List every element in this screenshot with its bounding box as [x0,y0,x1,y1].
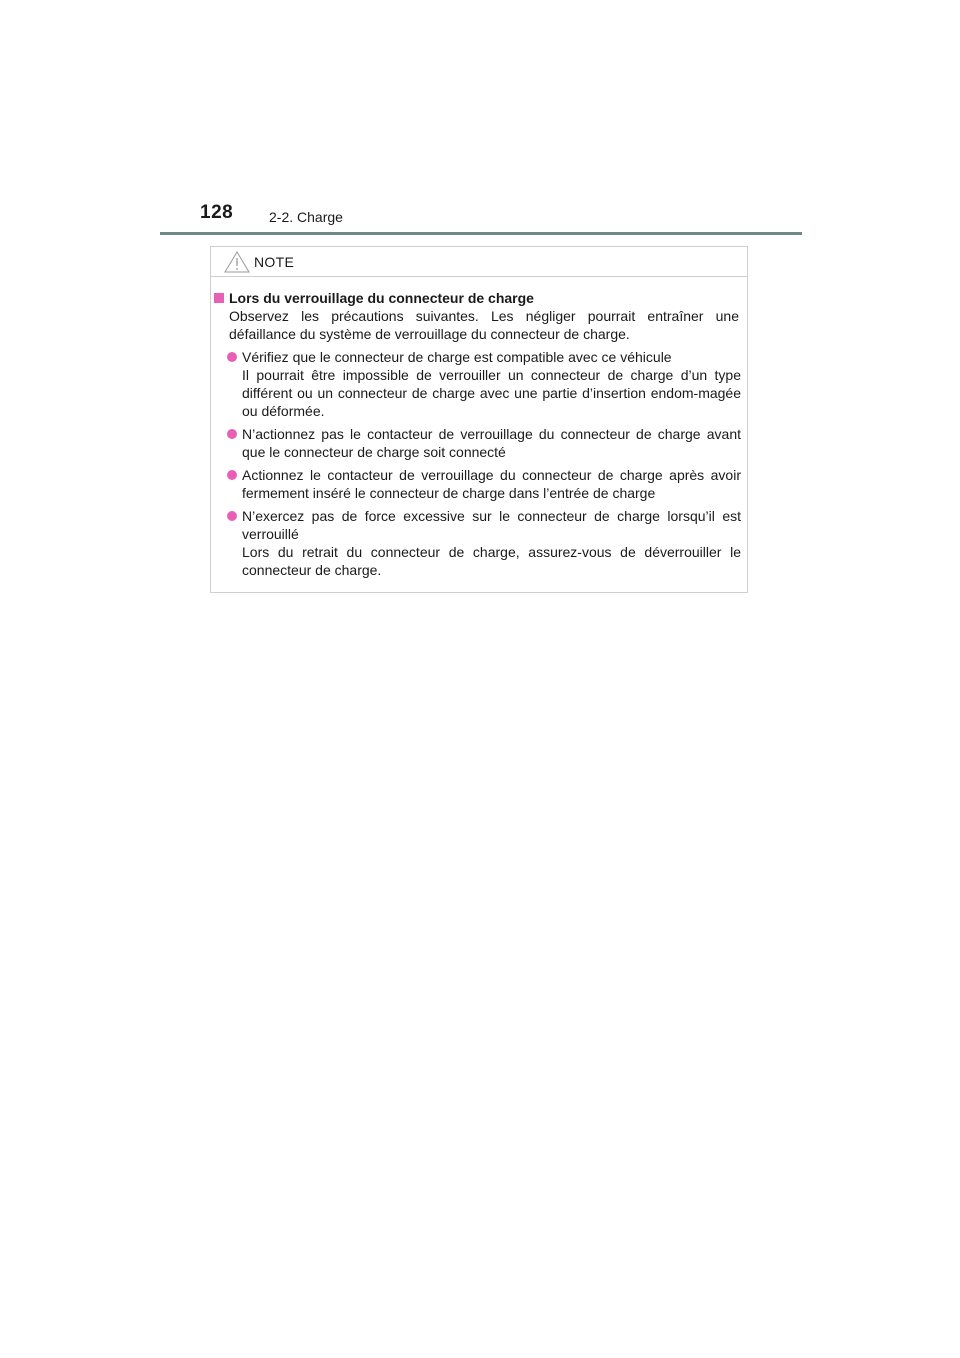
bullet-dot-icon [227,352,237,362]
topic-heading-text: Lors du verrouillage du connecteur de charge [229,290,534,306]
topic-heading [211,289,747,307]
list-item [211,466,747,502]
list-item-text: N’exercez pas de force excessive sur le connecteur de charge lorsqu’il est verrouillé [242,508,741,542]
warning-triangle-icon [224,251,250,273]
list-item [211,348,747,420]
header-rule [160,232,802,235]
bullet-dot-icon [227,429,237,439]
intro-paragraph: Observez les précautions suivantes. Les négliger pourrait entraîner une défaillance du système de verrouillage du connecteur de charge. [229,308,739,342]
list-item [211,425,747,461]
list-item-text: Actionnez le contacteur de verrouillage du connecteur de charge après avoir fermement inséré le connecteur de charge dans l’entrée de charge [242,467,741,501]
list-item-detail: Lors du retrait du connecteur de charge, assurez-vous de déverrouiller le connecteur de charge. [242,544,741,578]
note-box [210,246,748,593]
page-number: 128 [200,202,234,223]
bullet-dot-icon [227,511,237,521]
list-item-detail: Il pourrait être impossible de verrouiller un connecteur de charge d’un type différent ou un connecteur de charge avec une partie d’insertion endom-magée ou déformée. [242,367,741,419]
note-label: NOTE [254,254,295,270]
list-item [211,507,747,579]
page-header [160,200,802,236]
section-title: 2-2. Charge [269,209,343,225]
note-header [211,247,747,277]
square-bullet-icon [214,293,224,303]
list-item-text: Vérifiez que le connecteur de charge est compatible avec ce véhicule [242,349,672,365]
bullet-dot-icon [227,470,237,480]
list-item-text: N’actionnez pas le contacteur de verrouillage du connecteur de charge avant que le connecteur de charge soit connecté [242,426,741,460]
note-body [211,289,747,579]
